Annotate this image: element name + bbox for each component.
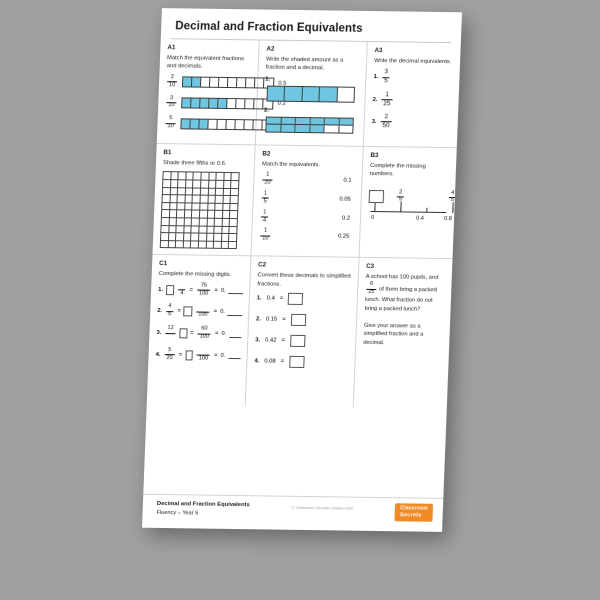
b2-fraction-4: $\frac{1}{10}$ — [260, 229, 271, 243]
c1-fraction-1b: $\frac{75}{100}$ — [197, 283, 211, 297]
classroom-secrets-logo — [395, 503, 433, 522]
b3-tick-label-2: 0.8 — [443, 215, 452, 222]
c1-item-2: 2. $\frac{4}{5}$ = 100 = 0. — [157, 304, 243, 319]
c1-equals-4b: = — [213, 352, 218, 359]
section-b3-prompt: Complete the missing numbers. — [369, 162, 426, 178]
row-a — [157, 39, 461, 148]
b2-fraction-2: $\frac{1}{5}$ — [263, 190, 268, 205]
logo-line-1: Classroom — [400, 505, 429, 512]
section-c3-id: C3 — [366, 263, 375, 271]
a3-fraction-3: $\frac{2}{50}$ — [380, 114, 392, 130]
section-c3 — [354, 258, 453, 409]
c2-decimal-2: 0.15 — [265, 316, 278, 323]
section-c3-instruction: Give your answer as a simplified fraction and a decimal. — [363, 322, 424, 347]
c1-fraction-2b: 100 — [196, 305, 210, 319]
a1-fraction-2: $\frac{3}{10}$ — [166, 96, 177, 110]
section-a3-prompt: Write the decimal equivalents. — [373, 58, 452, 66]
c1-answer-box-3a[interactable] — [179, 328, 187, 338]
b2-item-4 — [259, 229, 354, 244]
c2-item-2: 2. 0.15 = — [256, 313, 350, 326]
number-line-axis — [370, 211, 446, 213]
b2-item-2 — [260, 191, 355, 206]
section-c1-id: C1 — [158, 260, 168, 268]
c1-fraction-1a: 4 — [178, 283, 186, 297]
footer-subtitle: Fluency – Year 6 — [156, 510, 199, 517]
c2-item-4: 4. 0.08 = — [254, 355, 348, 368]
c1-decimal-1: 0. — [220, 287, 226, 294]
section-b3 — [360, 147, 457, 259]
c1-decimal-3: 0. — [221, 330, 227, 337]
worksheet-page — [142, 8, 462, 532]
a3-fraction-2: $\frac{1}{25}$ — [381, 92, 393, 108]
section-b2-id: B2 — [262, 150, 271, 158]
c1-answer-line-3[interactable] — [229, 330, 242, 337]
a3-item-2: 2. $\frac{1}{25}$ — [372, 92, 453, 109]
page-footer — [142, 494, 443, 532]
a3-item-1: 1. $\frac{3}{5}$ — [373, 68, 389, 85]
c1-equals-2b: = — [213, 309, 218, 316]
section-c3-problem — [364, 273, 446, 314]
a1-decimal-1: 0.5 — [278, 80, 287, 87]
hundred-square-cell[interactable] — [231, 189, 239, 197]
section-c1-prompt: Complete the missing digits. — [158, 271, 232, 279]
worksheet-page-wrapper — [142, 8, 462, 532]
c3-fraction: $\frac{6}{25}$ — [366, 282, 377, 296]
c1-answer-box-2a[interactable] — [184, 307, 193, 317]
a3-fraction-1: $\frac{3}{5}$ — [384, 68, 389, 85]
c2-answer-box-1[interactable] — [288, 293, 303, 305]
b2-decimal-2: 0.05 — [339, 196, 351, 203]
section-b3-id: B3 — [370, 151, 379, 160]
section-c2-id: C2 — [258, 261, 267, 269]
a3-item-3: 3. $\frac{2}{50}$ — [371, 114, 452, 131]
hundred-square-cell[interactable] — [231, 181, 239, 189]
c2-answer-box-3[interactable] — [290, 335, 305, 347]
section-a1-prompt: Match the equivalent fractions and decimals. — [166, 55, 245, 71]
c2-decimal-3: 0.42 — [264, 337, 277, 344]
c1-equals-3b: = — [214, 330, 219, 337]
hundred-square-cell[interactable] — [229, 234, 237, 242]
logo-line-2: Secrets — [399, 512, 422, 519]
a1-item-3 — [164, 116, 250, 131]
hundred-square-cell[interactable] — [231, 204, 239, 212]
section-c1 — [147, 255, 252, 406]
b3-number-line — [368, 185, 455, 232]
c1-fraction-4a: $\frac{5}{20}$ — [164, 348, 175, 362]
c2-item-3: 3. 0.42 = — [255, 334, 349, 347]
c3-text-before: A school has 100 pupils, and — [365, 274, 439, 282]
c2-answer-box-4[interactable] — [289, 356, 304, 368]
c2-decimal-1: 0.4 — [266, 295, 275, 302]
hundred-square-cell[interactable] — [230, 219, 238, 227]
c1-equals-1b: = — [214, 287, 219, 294]
hundred-square-cell[interactable] — [231, 196, 239, 204]
c1-answer-line-2[interactable] — [228, 309, 243, 316]
c1-equals-3: = — [189, 330, 194, 337]
section-a3-id: A3 — [374, 47, 383, 55]
section-a3 — [364, 42, 461, 147]
b2-fraction-3: $\frac{1}{4}$ — [262, 209, 267, 224]
a1-decimal-2: 0.2 — [277, 101, 286, 108]
section-c2 — [246, 257, 360, 408]
footer-text — [156, 500, 249, 519]
b3-fraction-3: $\frac{4}{5}$ — [450, 189, 455, 204]
c2-item-1: 1. 0.4 = — [257, 292, 351, 305]
c1-item-4: 4. $\frac{5}{20}$ = 100 = 0. — [155, 348, 241, 363]
a1-fraction-1: $\frac{2}{10}$ — [167, 75, 178, 89]
hundred-square-cell[interactable] — [232, 173, 240, 181]
section-b1-id: B1 — [163, 149, 172, 157]
page-title: Decimal and Fraction Equivalents — [175, 20, 363, 35]
b3-tick-label-0: 0 — [370, 214, 375, 221]
c1-decimal-4: 0. — [220, 352, 226, 359]
b3-tick-label-1: 0.4 — [415, 215, 424, 222]
hundred-square-cell[interactable] — [230, 211, 238, 219]
c2-answer-box-2[interactable] — [291, 314, 306, 326]
b2-decimal-4: 0.25 — [337, 233, 350, 241]
a2-item-2-label: 2. — [263, 107, 270, 114]
c1-fraction-4b: 100 — [196, 348, 210, 362]
c1-equals-1: = — [189, 287, 194, 294]
row-c — [147, 255, 453, 409]
c1-answer-line-1[interactable] — [228, 287, 243, 294]
section-a1-id: A1 — [167, 44, 176, 52]
section-b2-prompt: Match the equivalents. — [261, 161, 321, 169]
a1-fraction-3: $\frac{5}{10}$ — [165, 116, 176, 130]
a2-bar-model-2 — [265, 116, 354, 133]
footer-title: Decimal and Fraction Equivalents — [156, 500, 250, 509]
footer-copyright: © Classroom Secrets Limited 2020 — [291, 504, 354, 511]
c1-fraction-3b: $\frac{60}{100}$ — [197, 327, 211, 341]
c1-equals-2: = — [177, 308, 181, 315]
b2-item-1 — [261, 173, 356, 188]
c1-item-1: 1. 4 = $\frac{75}{100}$ = 0. — [158, 283, 244, 298]
a1-item-2 — [165, 94, 286, 111]
c1-decimal-2: 0. — [220, 309, 225, 316]
c3-text-after: of them bring a packed lunch. What fraction do not bring a packed lunch? — [364, 286, 438, 313]
c1-answer-box-1a[interactable] — [166, 285, 175, 295]
c2-decimal-4: 0.08 — [264, 358, 276, 365]
row-b — [152, 144, 456, 259]
b3-fraction-2: $\frac{2}{5}$ — [398, 188, 403, 203]
c1-equals-4: = — [178, 351, 183, 359]
hundred-square-grid[interactable] — [160, 171, 240, 249]
section-a2 — [256, 40, 368, 145]
hundred-square-cell[interactable] — [230, 227, 238, 235]
b2-decimal-1: 0.1 — [343, 177, 352, 184]
section-c2-prompt: Convert these decimals to simplified fractions. — [257, 272, 351, 288]
b2-decimal-3: 0.2 — [341, 215, 351, 222]
c1-item-3: 3. 12 = $\frac{60}{100}$ = 0. — [156, 326, 242, 341]
c1-answer-box-4a[interactable] — [185, 350, 193, 360]
worksheet-grid — [147, 39, 461, 409]
c1-answer-line-4[interactable] — [228, 352, 241, 359]
c1-fraction-2a: $\frac{4}{5}$ — [167, 303, 172, 318]
b3-answer-box-1[interactable] — [369, 190, 385, 203]
section-b1 — [152, 144, 255, 256]
a2-item-1-label: 1. — [265, 76, 271, 83]
a1-item-1 — [166, 73, 287, 90]
b2-item-3 — [260, 210, 355, 225]
c1-fraction-3a: 12 — [165, 326, 176, 340]
section-b1-prompt: Shade three fifths or 0.6. — [162, 160, 227, 167]
section-a2-id: A2 — [266, 45, 275, 53]
hundred-square-cell[interactable] — [229, 242, 237, 250]
section-b2 — [252, 145, 364, 257]
number-line-tick-2 — [426, 207, 427, 212]
section-a2-prompt: Write the shaded amount as a fraction and a decimal. — [265, 56, 344, 72]
a2-bar-model-1 — [266, 85, 355, 102]
b2-fraction-1: $\frac{1}{20}$ — [262, 173, 273, 187]
